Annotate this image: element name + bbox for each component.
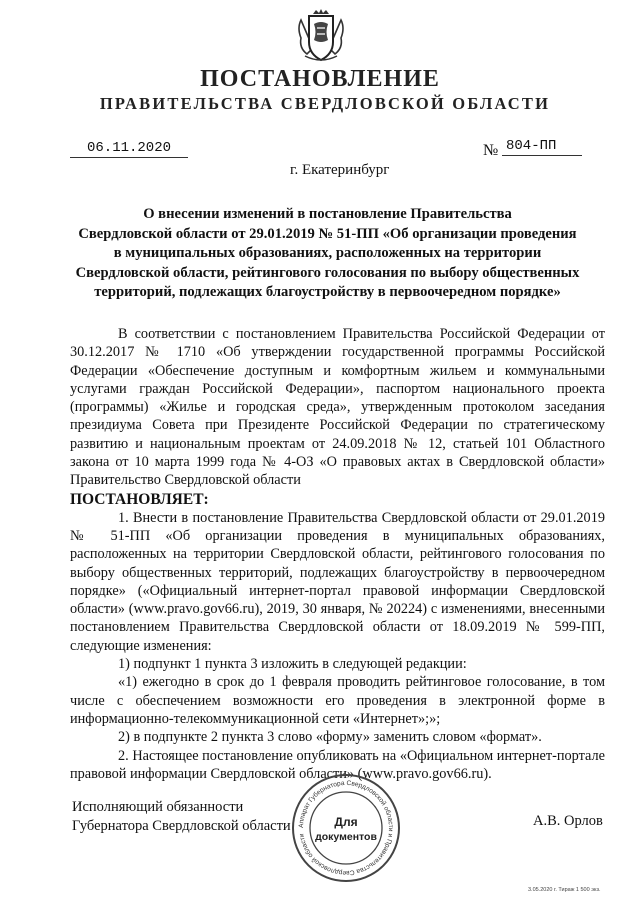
document-type-heading: ПОСТАНОВЛЕНИЕ [200, 66, 440, 92]
title-line: Свердловской области, рейтингового голосования по выбору общественных [75, 264, 580, 281]
item-1-subitem-2: 2) в подпункте 2 пункта 3 слово «форму» заменить словом «формат». [118, 729, 542, 746]
signer-position-line: Губернатора Свердловской области [72, 818, 291, 834]
issuing-authority-heading: ПРАВИТЕЛЬСТВА СВЕРДЛОВСКОЙ ОБЛАСТИ [99, 94, 551, 113]
preamble-paragraph: В соответствии с постановлением Правительства Российской Федерации от 30.12.2017 № 1710 «Об утверждении государственной программы Российской Федерации «Обеспечение доступным и комфортным жильем и коммунальными услугами граждан Российской Федерации», паспортом национального проекта (программы) «Жилье и городская среда», утвержденным протоколом заседания президиума Совета при Президенте Российской Федерации по стратегическому развитию и национальным проектам от 24.09.2018 № 12, статьей 101 Областного закона от 10 марта 1999 года № 4-ОЗ «О правовых актах в Свердловской области» Правительство Свердловской области [70, 326, 605, 489]
item-1-paragraph: 1. Внести в постановление Правительства Свердловской области от 29.01.2019 № 51-ПП «Об организации проведения в муниципальных образованиях, расположенных на территории Свердловской области, рейтингового голосования по выбору общественных территорий, подлежащих благоустройству в первоочередном порядке» («Официальный интернет-портал правовой информации Свердловской области» (www.pravo.gov66.ru), 2019, 30 января, № 20224) с изменениями, внесенными постановлением Правительства Свердловской области от 18.09.2019 № 599-ПП, следующие изменения: [70, 509, 605, 654]
title-line: территорий, подлежащих благоустройству в первоочередном порядке» [94, 284, 561, 300]
issue-city: г. Екатеринбург [290, 162, 390, 178]
decree-word: ПОСТАНОВЛЯЕТ: [70, 490, 209, 508]
official-seal-stamp [290, 772, 402, 884]
seal-center-text: Для [334, 815, 358, 829]
signer-position [72, 798, 291, 836]
title-line: в муниципальных образованиях, расположенных на территории [113, 245, 542, 261]
title-line: О внесении изменений в постановление Правительства [143, 206, 512, 222]
document-number: 804-ПП [502, 138, 582, 156]
signer-position-line: Исполняющий обязанности [72, 799, 244, 815]
title-line: Свердловской области от 29.01.2019 № 51-ПП «Об организации проведения [78, 225, 577, 242]
item-1-subitem-1-text: «1) ежегодно в срок до 1 февраля проводить рейтинговое голосование, в том числе с обеспечением возможности его проведения в электронной форме в информационно-телекоммуникационной сети «Интернет»;»; [70, 674, 605, 727]
seal-ring-text: Аппарат Губернатора Свердловской области и Правительства Свердловской области [297, 779, 395, 877]
document-body [70, 325, 605, 783]
document-title [70, 205, 585, 303]
document-date: 06.11.2020 [70, 140, 188, 158]
signer-name: А.В. Орлов [533, 813, 603, 829]
coat-of-arms-icon [295, 8, 347, 64]
print-run-mark: 3.05.2020 г. Тираж 1 500 экз. [528, 887, 601, 893]
number-label: № [483, 142, 499, 159]
item-2-paragraph: 2. Настоящее постановление опубликовать на «Официальном интернет-портале правовой информации Свердловской области» (www.pravo.gov66.ru). [70, 747, 605, 782]
seal-center-text: документов [315, 831, 377, 843]
item-1-subitem-1: 1) подпункт 1 пункта 3 изложить в следующей редакции: [118, 656, 467, 673]
